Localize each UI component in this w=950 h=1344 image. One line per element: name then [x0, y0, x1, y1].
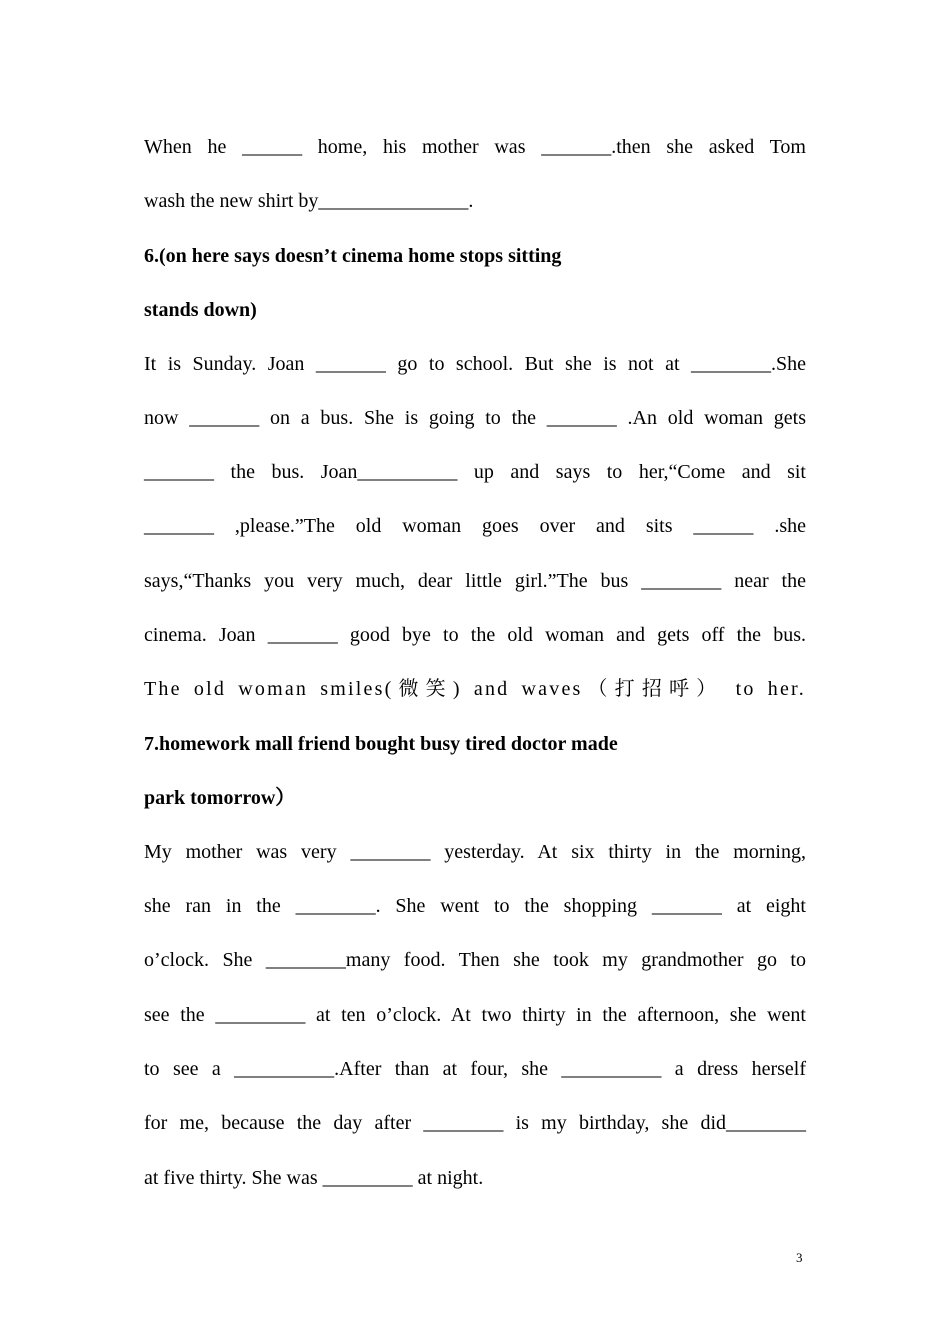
- passage-7-line-7: at five thirty. She was _________ at night.: [144, 1167, 484, 1189]
- passage-6-line-1: It is Sunday. Joan _______ go to school. But she is not at ________.She: [144, 353, 806, 375]
- passage-7-line-5: to see a __________.After than at four, she __________ a dress herself: [144, 1058, 806, 1080]
- word-bank-7-line-2: park tomorrow）: [144, 787, 296, 809]
- passage-7-line-6: for me, because the day after ________ is my birthday, she did________: [144, 1112, 806, 1134]
- passage-6-line-2: now _______ on a bus. She is going to the _______ .An old woman gets: [144, 407, 806, 429]
- word-bank-6-line-2: stands down): [144, 299, 257, 321]
- passage-6-line-4: _______ ,please.”The old woman goes over and sits ______ .she: [144, 515, 806, 537]
- passage-7-line-2: she ran in the ________. She went to the shopping _______ at eight: [144, 895, 806, 917]
- passage-6-line-6: cinema. Joan _______ good bye to the old woman and gets off the bus.: [144, 624, 806, 646]
- passage-5-line-1: When he ______ home, his mother was _______.then she asked Tom: [144, 136, 806, 158]
- passage-5-line-2: wash the new shirt by_______________.: [144, 190, 474, 212]
- passage-7-line-4: see the _________ at ten o’clock. At two thirty in the afternoon, she went: [144, 1004, 806, 1026]
- passage-6-line-5: says,“Thanks you very much, dear little girl.”The bus ________ near the: [144, 570, 806, 592]
- page-number: 3: [796, 1250, 803, 1265]
- passage-7-line-1: My mother was very ________ yesterday. At six thirty in the morning,: [144, 841, 806, 863]
- word-bank-7-line-1: 7.homework mall friend bought busy tired doctor made: [144, 733, 618, 755]
- word-bank-6-line-1: 6.(on here says doesn’t cinema home stops sitting: [144, 245, 562, 267]
- passage-6-line-3: _______ the bus. Joan__________ up and says to her,“Come and sit: [144, 461, 806, 483]
- passage-6-line-7: The old woman smiles(微笑) and waves（打招呼） to her.: [144, 678, 806, 700]
- passage-7-line-3: o’clock. She ________many food. Then she took my grandmother go to: [144, 949, 806, 971]
